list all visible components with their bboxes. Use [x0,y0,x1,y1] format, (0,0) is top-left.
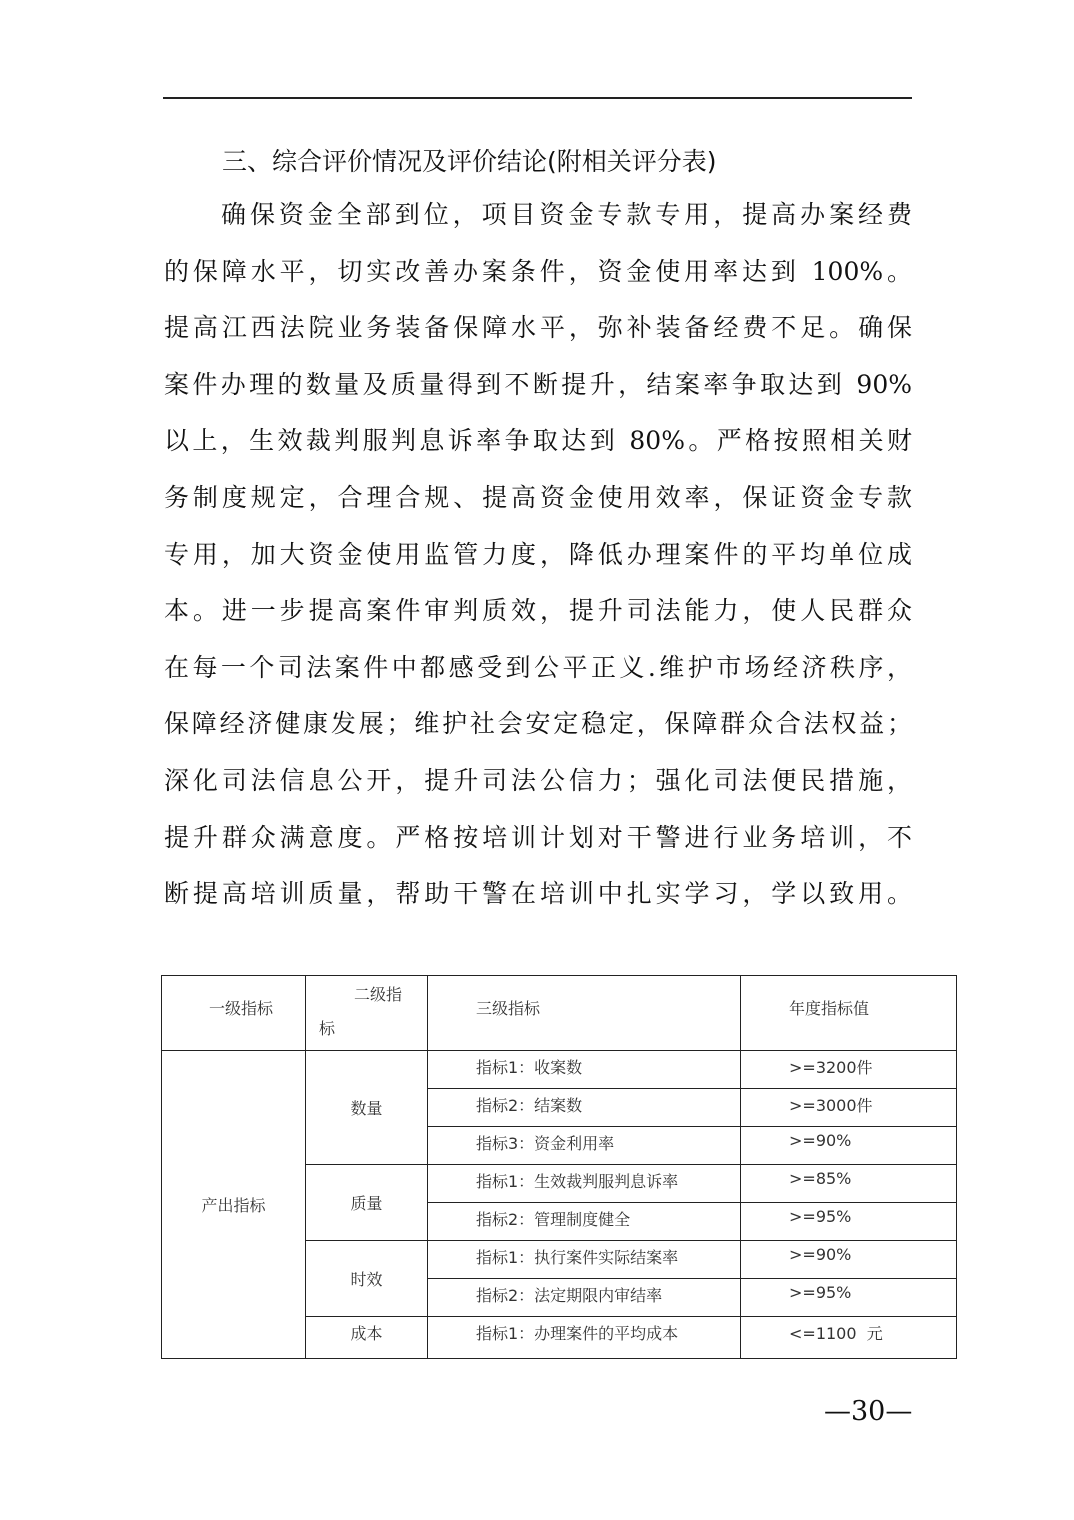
value-cell [741,1241,957,1279]
value-cell [741,1127,957,1165]
header-cell [306,976,428,1051]
paragraph-line: 专用，加大资金使用监管力度，降低办理案件的平均单位成 [164,539,912,569]
section-heading: 三、综合评价情况及评价结论(附相关评分表) [222,147,717,176]
indicator-name: 指标1：办理案件的平均成本 [476,1324,679,1343]
paragraph-line: 案件办理的数量及质量得到不断提升，结案率争取达到 90% [164,369,912,399]
paragraph-line: 确保资金全部到位，项目资金专款专用，提高办案经费 [221,200,912,229]
paragraph-line: 的保障水平，切实改善办案条件，资金使用率达到 100%。 [164,256,912,286]
value-cell [741,1317,957,1359]
header-cell [428,976,741,1051]
header-rule [163,97,912,99]
header-annual-value: 年度指标值 [789,999,870,1018]
level2-cell: 成本 [306,1317,428,1359]
indicator-name: 指标3：资金利用率 [476,1134,615,1153]
value-cell [741,1089,957,1127]
level2-cell: 质量 [306,1165,428,1241]
indicator-name: 指标2：法定期限内审结率 [476,1286,663,1305]
paragraph-line: 本。进一步提高案件审判质效，提升司法能力，使人民群众 [164,596,912,626]
indicator-value: >=90% [789,1131,852,1150]
header-level3: 三级指标 [476,999,541,1018]
level2-cell: 数量 [306,1051,428,1165]
header-cell [741,976,957,1051]
paragraph-line: 提高江西法院业务装备保障水平，弥补装备经费不足。确保 [164,313,912,343]
indicator-name: 指标2：结案数 [476,1096,583,1115]
table-row [162,1051,957,1089]
indicator-cell [428,1203,741,1241]
level2-cell: 时效 [306,1241,428,1317]
indicator-name: 指标1：收案数 [476,1058,583,1077]
paragraph-line: 提升群众满意度。严格按培训计划对干警进行业务培训，不 [164,822,912,852]
value-cell [741,1165,957,1203]
indicator-cell [428,1127,741,1165]
indicator-cell [428,1089,741,1127]
body-paragraph [164,195,912,931]
table-header-row [162,976,957,1051]
indicator-value: >=3200件 [789,1058,873,1077]
indicator-value: <=1100 元 [789,1324,883,1343]
indicator-table [161,975,957,1359]
value-cell [741,1051,957,1089]
indicator-value: >=95% [789,1207,852,1226]
indicator-name: 指标1：执行案件实际结案率 [476,1248,679,1267]
indicator-cell [428,1165,741,1203]
indicator-value: >=85% [789,1169,852,1188]
indicator-cell [428,1051,741,1089]
indicator-cell [428,1317,741,1359]
paragraph-line: 务制度规定，合理合规、提高资金使用效率，保证资金专款 [164,482,912,512]
indicator-name: 指标1：生效裁判服判息诉率 [476,1172,679,1191]
header-level1: 一级指标 [209,999,274,1018]
paragraph-line: 深化司法信息公开，提升司法公信力；强化司法便民措施， [164,765,912,795]
paragraph-line: 以上，生效裁判服判息诉率争取达到 80%。严格按照相关财 [164,426,912,456]
indicator-value: >=95% [789,1283,852,1302]
value-cell [741,1279,957,1317]
header-cell [162,976,306,1051]
indicator-value: >=90% [789,1245,852,1264]
page-number: —30— [824,1396,913,1427]
indicator-value: >=3000件 [789,1096,873,1115]
level1-cell: 产出指标 [162,1051,306,1359]
paragraph-line: 在每一个司法案件中都感受到公平正义.维护市场经济秩序， [164,652,912,682]
paragraph-line: 保障经济健康发展；维护社会安定稳定，保障群众合法权益； [164,709,912,739]
header-level2: 二级指标 [319,985,403,1038]
paragraph-line: 断提高培训质量，帮助干警在培训中扎实学习，学以致用。 [164,879,912,909]
value-cell [741,1203,957,1241]
indicator-name: 指标2：管理制度健全 [476,1210,631,1229]
indicator-cell [428,1241,741,1279]
indicator-cell [428,1279,741,1317]
